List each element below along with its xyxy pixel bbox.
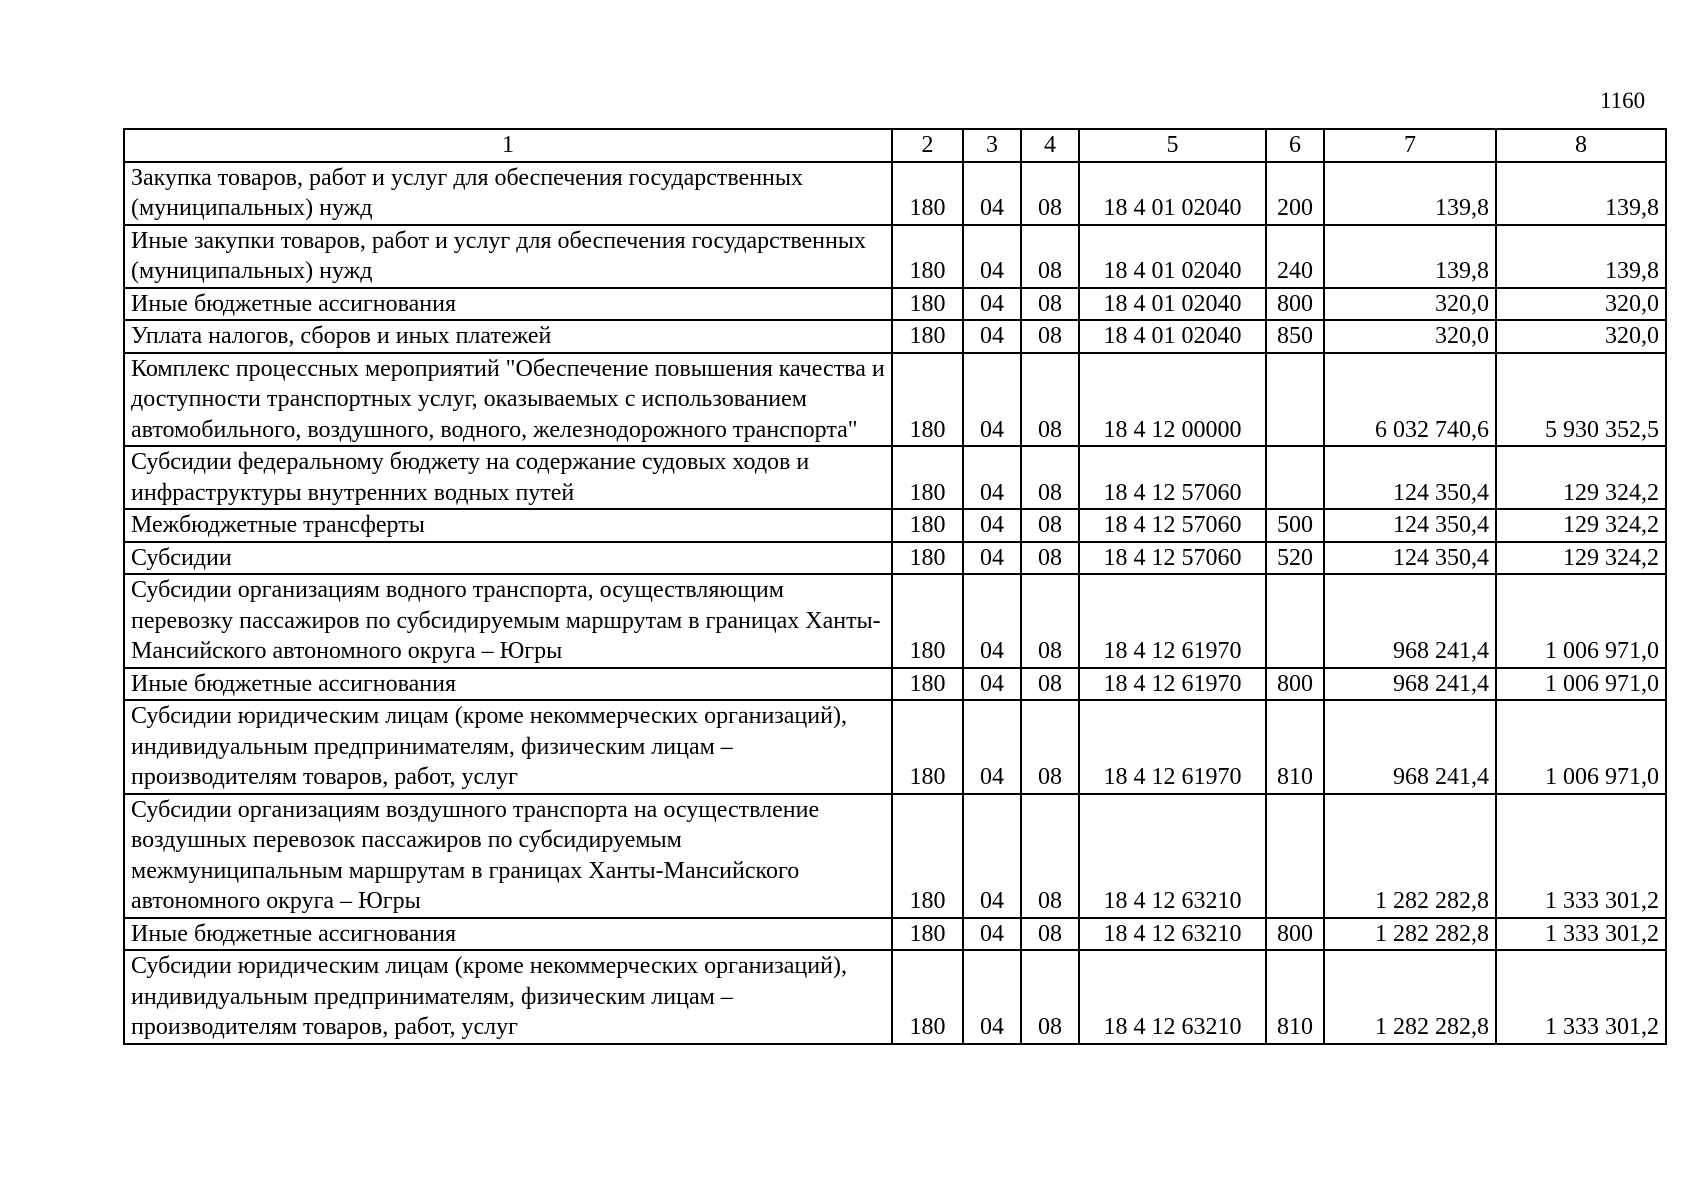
row-code-admin: 180 <box>892 225 963 288</box>
row-amount-year1: 320,0 <box>1324 320 1496 353</box>
row-code-expense-type: 810 <box>1266 950 1324 1044</box>
table-row <box>124 320 1666 353</box>
row-code-expense-type: 240 <box>1266 225 1324 288</box>
row-code-section: 04 <box>963 794 1021 918</box>
row-code-target: 18 4 12 63210 <box>1079 794 1266 918</box>
row-code-section: 04 <box>963 225 1021 288</box>
row-code-target: 18 4 01 02040 <box>1079 288 1266 321</box>
row-code-target: 18 4 12 63210 <box>1079 918 1266 951</box>
row-amount-year1: 124 350,4 <box>1324 446 1496 509</box>
row-amount-year1: 6 032 740,6 <box>1324 353 1496 447</box>
row-amount-year2: 320,0 <box>1496 288 1666 321</box>
row-code-admin: 180 <box>892 574 963 668</box>
table-row <box>124 542 1666 575</box>
table-row <box>124 950 1666 1044</box>
row-code-subsection: 08 <box>1021 700 1079 794</box>
row-code-admin: 180 <box>892 542 963 575</box>
row-code-target: 18 4 12 63210 <box>1079 950 1266 1044</box>
row-code-subsection: 08 <box>1021 446 1079 509</box>
column-header: 6 <box>1266 129 1324 162</box>
row-amount-year1: 139,8 <box>1324 162 1496 225</box>
row-amount-year1: 124 350,4 <box>1324 542 1496 575</box>
row-code-target: 18 4 01 02040 <box>1079 162 1266 225</box>
row-code-target: 18 4 12 61970 <box>1079 574 1266 668</box>
row-code-target: 18 4 12 57060 <box>1079 542 1266 575</box>
row-name: Субсидии федеральному бюджету на содержание судовых ходов и инфраструктуры внутренних водных путей <box>124 446 892 509</box>
row-code-expense-type: 520 <box>1266 542 1324 575</box>
row-code-section: 04 <box>963 668 1021 701</box>
row-amount-year1: 1 282 282,8 <box>1324 950 1496 1044</box>
row-code-subsection: 08 <box>1021 162 1079 225</box>
row-code-section: 04 <box>963 162 1021 225</box>
row-amount-year2: 1 333 301,2 <box>1496 918 1666 951</box>
row-code-subsection: 08 <box>1021 668 1079 701</box>
row-name: Иные закупки товаров, работ и услуг для обеспечения государственных (муниципальных) нужд <box>124 225 892 288</box>
row-code-expense-type: 850 <box>1266 320 1324 353</box>
row-code-subsection: 08 <box>1021 950 1079 1044</box>
column-header: 8 <box>1496 129 1666 162</box>
row-code-subsection: 08 <box>1021 574 1079 668</box>
column-header: 3 <box>963 129 1021 162</box>
row-name: Субсидии организациям водного транспорта, осуществляющим перевозку пассажиров по субсидируемым маршрутам в границах Ханты-Мансийского автономного округа – Югры <box>124 574 892 668</box>
row-code-subsection: 08 <box>1021 794 1079 918</box>
row-amount-year2: 129 324,2 <box>1496 542 1666 575</box>
row-code-subsection: 08 <box>1021 918 1079 951</box>
row-code-target: 18 4 12 57060 <box>1079 509 1266 542</box>
row-code-expense-type <box>1266 446 1324 509</box>
row-code-target: 18 4 12 61970 <box>1079 700 1266 794</box>
row-amount-year2: 1 006 971,0 <box>1496 668 1666 701</box>
column-header: 5 <box>1079 129 1266 162</box>
table-body <box>124 162 1666 1044</box>
table-row <box>124 288 1666 321</box>
row-amount-year2: 1 333 301,2 <box>1496 950 1666 1044</box>
row-code-admin: 180 <box>892 288 963 321</box>
row-code-target: 18 4 01 02040 <box>1079 225 1266 288</box>
row-amount-year2: 129 324,2 <box>1496 509 1666 542</box>
row-code-section: 04 <box>963 509 1021 542</box>
row-amount-year1: 320,0 <box>1324 288 1496 321</box>
row-name: Иные бюджетные ассигнования <box>124 288 892 321</box>
table-row <box>124 794 1666 918</box>
row-code-subsection: 08 <box>1021 542 1079 575</box>
row-amount-year2: 1 006 971,0 <box>1496 700 1666 794</box>
table-row <box>124 668 1666 701</box>
row-name: Субсидии <box>124 542 892 575</box>
row-amount-year1: 968 241,4 <box>1324 700 1496 794</box>
row-name: Субсидии юридическим лицам (кроме некоммерческих организаций), индивидуальным предпринимателям, физическим лицам – производителям товаров, работ, услуг <box>124 950 892 1044</box>
row-code-expense-type: 200 <box>1266 162 1324 225</box>
budget-table <box>123 128 1667 1045</box>
row-code-section: 04 <box>963 700 1021 794</box>
row-code-section: 04 <box>963 446 1021 509</box>
row-name: Иные бюджетные ассигнования <box>124 918 892 951</box>
row-amount-year1: 968 241,4 <box>1324 668 1496 701</box>
column-header: 4 <box>1021 129 1079 162</box>
row-amount-year2: 1 333 301,2 <box>1496 794 1666 918</box>
row-amount-year2: 1 006 971,0 <box>1496 574 1666 668</box>
row-code-expense-type: 800 <box>1266 918 1324 951</box>
row-code-section: 04 <box>963 574 1021 668</box>
row-amount-year1: 139,8 <box>1324 225 1496 288</box>
row-amount-year2: 139,8 <box>1496 162 1666 225</box>
table-row <box>124 162 1666 225</box>
row-name: Субсидии юридическим лицам (кроме некоммерческих организаций), индивидуальным предпринимателям, физическим лицам – производителям товаров, работ, услуг <box>124 700 892 794</box>
row-name: Субсидии организациям воздушного транспорта на осуществление воздушных перевозок пассажиров по субсидируемым межмуниципальным маршрутам в границах Ханты-Мансийского автономного округа – Югры <box>124 794 892 918</box>
row-code-section: 04 <box>963 320 1021 353</box>
row-name: Иные бюджетные ассигнования <box>124 668 892 701</box>
row-code-expense-type: 800 <box>1266 668 1324 701</box>
row-code-admin: 180 <box>892 950 963 1044</box>
table-row <box>124 918 1666 951</box>
row-code-target: 18 4 12 57060 <box>1079 446 1266 509</box>
row-amount-year1: 968 241,4 <box>1324 574 1496 668</box>
row-code-admin: 180 <box>892 794 963 918</box>
row-code-admin: 180 <box>892 446 963 509</box>
row-amount-year2: 5 930 352,5 <box>1496 353 1666 447</box>
table-row <box>124 225 1666 288</box>
row-amount-year2: 320,0 <box>1496 320 1666 353</box>
column-number-row <box>124 129 1666 162</box>
table-row <box>124 353 1666 447</box>
row-code-subsection: 08 <box>1021 288 1079 321</box>
table-row <box>124 700 1666 794</box>
row-code-section: 04 <box>963 950 1021 1044</box>
row-code-admin: 180 <box>892 668 963 701</box>
row-amount-year2: 129 324,2 <box>1496 446 1666 509</box>
row-amount-year1: 1 282 282,8 <box>1324 794 1496 918</box>
column-header: 1 <box>124 129 892 162</box>
row-amount-year1: 1 282 282,8 <box>1324 918 1496 951</box>
row-code-section: 04 <box>963 288 1021 321</box>
row-code-expense-type <box>1266 794 1324 918</box>
row-code-section: 04 <box>963 918 1021 951</box>
row-code-expense-type: 500 <box>1266 509 1324 542</box>
row-code-expense-type: 810 <box>1266 700 1324 794</box>
row-code-admin: 180 <box>892 162 963 225</box>
row-code-admin: 180 <box>892 509 963 542</box>
row-code-expense-type: 800 <box>1266 288 1324 321</box>
row-code-expense-type <box>1266 353 1324 447</box>
page-number: 1160 <box>1600 88 1646 113</box>
column-header: 7 <box>1324 129 1496 162</box>
row-name: Закупка товаров, работ и услуг для обеспечения государственных (муниципальных) нужд <box>124 162 892 225</box>
row-name: Уплата налогов, сборов и иных платежей <box>124 320 892 353</box>
row-code-subsection: 08 <box>1021 509 1079 542</box>
row-code-expense-type <box>1266 574 1324 668</box>
row-name: Комплекс процессных мероприятий "Обеспечение повышения качества и доступности транспортных услуг, оказываемых с использованием автомобильного, воздушного, водного, железнодорожного транспорта" <box>124 353 892 447</box>
row-code-admin: 180 <box>892 918 963 951</box>
row-code-admin: 180 <box>892 320 963 353</box>
column-header: 2 <box>892 129 963 162</box>
row-code-target: 18 4 12 61970 <box>1079 668 1266 701</box>
table-row <box>124 446 1666 509</box>
table-row <box>124 509 1666 542</box>
row-amount-year1: 124 350,4 <box>1324 509 1496 542</box>
row-code-admin: 180 <box>892 700 963 794</box>
row-code-target: 18 4 12 00000 <box>1079 353 1266 447</box>
row-code-subsection: 08 <box>1021 225 1079 288</box>
row-amount-year2: 139,8 <box>1496 225 1666 288</box>
row-code-subsection: 08 <box>1021 320 1079 353</box>
row-code-target: 18 4 01 02040 <box>1079 320 1266 353</box>
row-code-section: 04 <box>963 542 1021 575</box>
row-code-section: 04 <box>963 353 1021 447</box>
row-code-subsection: 08 <box>1021 353 1079 447</box>
table-row <box>124 574 1666 668</box>
row-name: Межбюджетные трансферты <box>124 509 892 542</box>
row-code-admin: 180 <box>892 353 963 447</box>
